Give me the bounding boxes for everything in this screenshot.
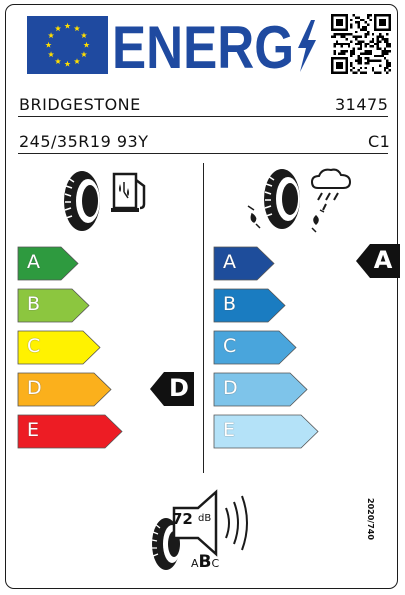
tyre-fuel-pump-icon — [58, 168, 154, 234]
wet-rating-letter: A — [373, 246, 393, 274]
noise-class-scale — [191, 552, 219, 572]
divider-middle — [18, 153, 388, 154]
wet-bar-label-b: B — [223, 293, 237, 315]
noise-unit: dB — [198, 513, 212, 524]
fuel-bar-label-e: E — [27, 419, 40, 441]
lightning-icon — [298, 20, 316, 72]
qr-code-icon — [331, 14, 391, 74]
svg-text:ENERG: ENERG — [112, 14, 294, 78]
article-number: 31475 — [335, 95, 389, 114]
eu-flag-icon — [27, 16, 108, 74]
noise-class-a: A — [191, 557, 199, 570]
fuel-bar-label-b: B — [27, 293, 41, 315]
fuel-bar-label-c: C — [27, 335, 41, 357]
energy-wordmark — [112, 14, 322, 78]
column-divider — [203, 163, 204, 473]
regulation-number: 2020/740 — [366, 498, 375, 540]
wet-bar-label-d: D — [223, 377, 238, 399]
noise-class-c: C — [211, 557, 220, 570]
tyre-class: C1 — [368, 132, 391, 151]
noise-class-b: B — [198, 552, 212, 572]
tyre-size: 245/35R19 93Y — [19, 132, 149, 151]
divider-top — [18, 116, 388, 117]
fuel-rating-letter: D — [169, 374, 189, 402]
brand-name: BRIDGESTONE — [19, 95, 141, 114]
wet-bar-label-a: A — [223, 251, 236, 273]
fuel-bar-label-d: D — [27, 377, 42, 399]
fuel-bar-label-a: A — [27, 251, 40, 273]
noise-value: 72 — [172, 510, 193, 528]
tyre-rain-icon — [246, 166, 356, 236]
wet-bar-label-e: E — [223, 419, 236, 441]
wet-bar-label-c: C — [223, 335, 237, 357]
